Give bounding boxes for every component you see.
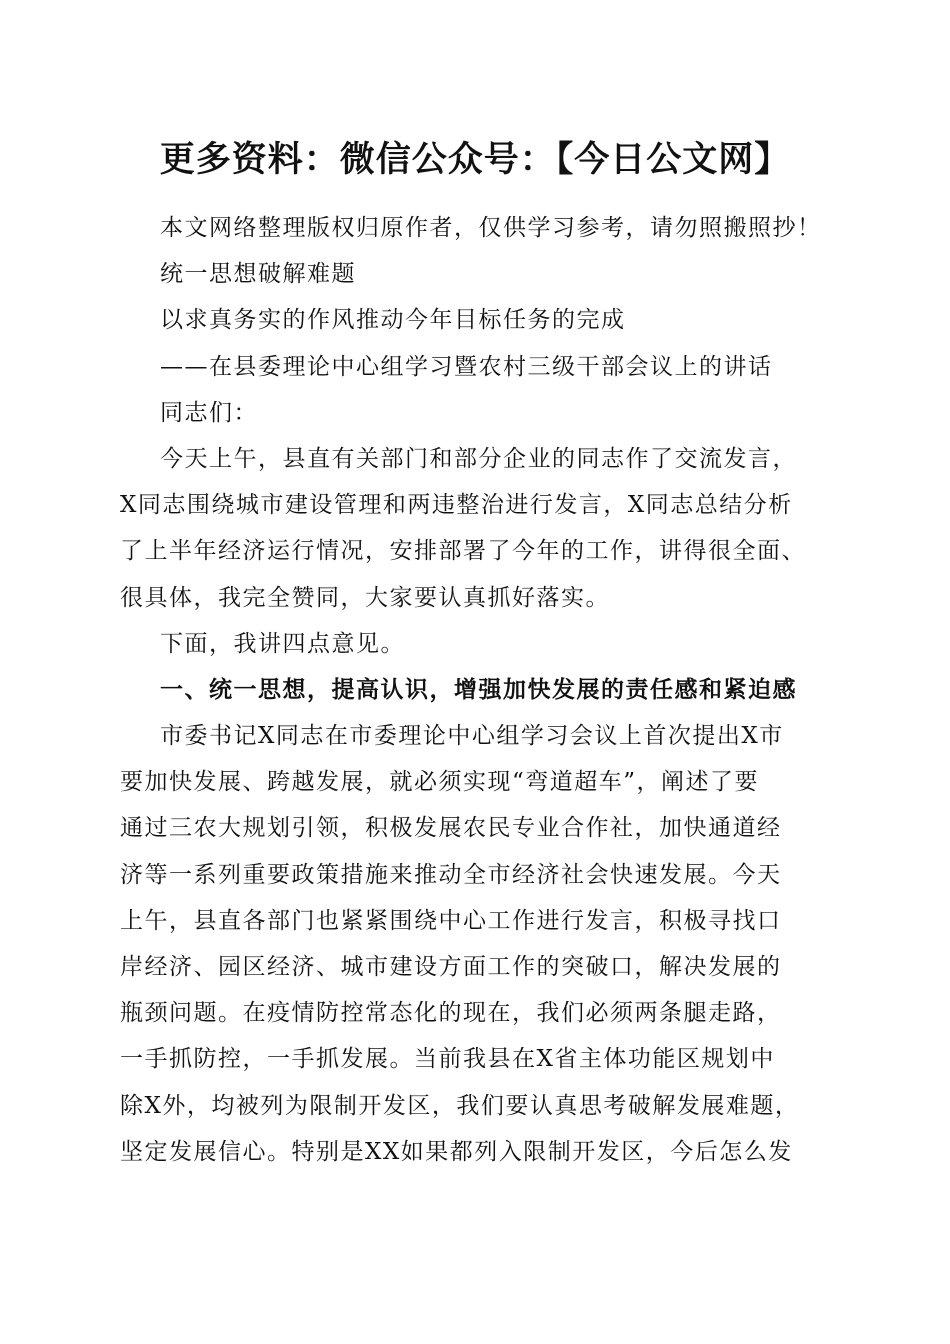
paragraph-1 bbox=[120, 436, 840, 621]
document-body bbox=[120, 205, 840, 1175]
paragraph-line: 要加快发展、跨越发展，就必须实现“弯道超车”，阐述了要 bbox=[120, 769, 760, 796]
section-heading: 一、统一思想，提高认识，增强加快发展的责任感和紧迫感 bbox=[160, 676, 797, 703]
paragraph-line: 瓶颈问题。在疫情防控常态化的现在，我们必须两条腿走路， bbox=[120, 1000, 782, 1027]
paragraph-2: 下面，我讲四点意见。 bbox=[160, 630, 405, 657]
paragraph-line: 上午，县直各部门也紧紧围绕中心工作进行发言，积极寻找口 bbox=[120, 907, 782, 934]
paragraph-line: 今天上午，县直有关部门和部分企业的同志作了交流发言， bbox=[160, 445, 797, 472]
paragraph-line: X同志围绕城市建设管理和两违整治进行发言，X同志总结分析 bbox=[120, 492, 793, 519]
paragraph-line: 除X外，均被列为限制开发区，我们要认真思考破解发展难题， bbox=[120, 1092, 800, 1119]
paragraph-line: 济等一系列重要政策措施来推动全市经济社会快速发展。今天 bbox=[120, 861, 782, 888]
paragraph-line: 市委书记X同志在市委理论中心组学习会议上首次提出X市 bbox=[160, 723, 784, 750]
page-title: 更多资料：微信公众号：【今日公文网】 bbox=[159, 140, 791, 180]
document-title-line-2: 以求真务实的作风推动今年目标任务的完成 bbox=[160, 307, 626, 334]
salutation: 同志们： bbox=[160, 399, 258, 426]
copyright-notice: 本文网络整理版权归原作者，仅供学习参考，请勿照搬照抄！ bbox=[160, 215, 822, 241]
paragraph-line: 岸经济、园区经济、城市建设方面工作的突破口，解决发展的 bbox=[120, 954, 782, 980]
paragraph-line: 坚定发展信心。特别是XX如果都列入限制开发区，今后怎么发 bbox=[120, 1138, 793, 1165]
paragraph-line: 通过三农大规划引领，积极发展农民专业合作社，加快通道经 bbox=[120, 815, 782, 842]
paragraph-line: 很具体，我完全赞同，大家要认真抓好落实。 bbox=[120, 584, 610, 611]
paragraph-3 bbox=[120, 713, 840, 1175]
paragraph-line: 了上半年经济运行情况，安排部署了今年的工作，讲得很全面、 bbox=[120, 538, 806, 565]
document-subtitle: ——在县委理论中心组学习暨农村三级干部会议上的讲话 bbox=[160, 353, 773, 380]
document-title-line-1: 统一思想破解难题 bbox=[160, 261, 356, 288]
paragraph-line: 一手抓防控，一手抓发展。当前我县在X省主体功能区规划中 bbox=[120, 1046, 775, 1073]
